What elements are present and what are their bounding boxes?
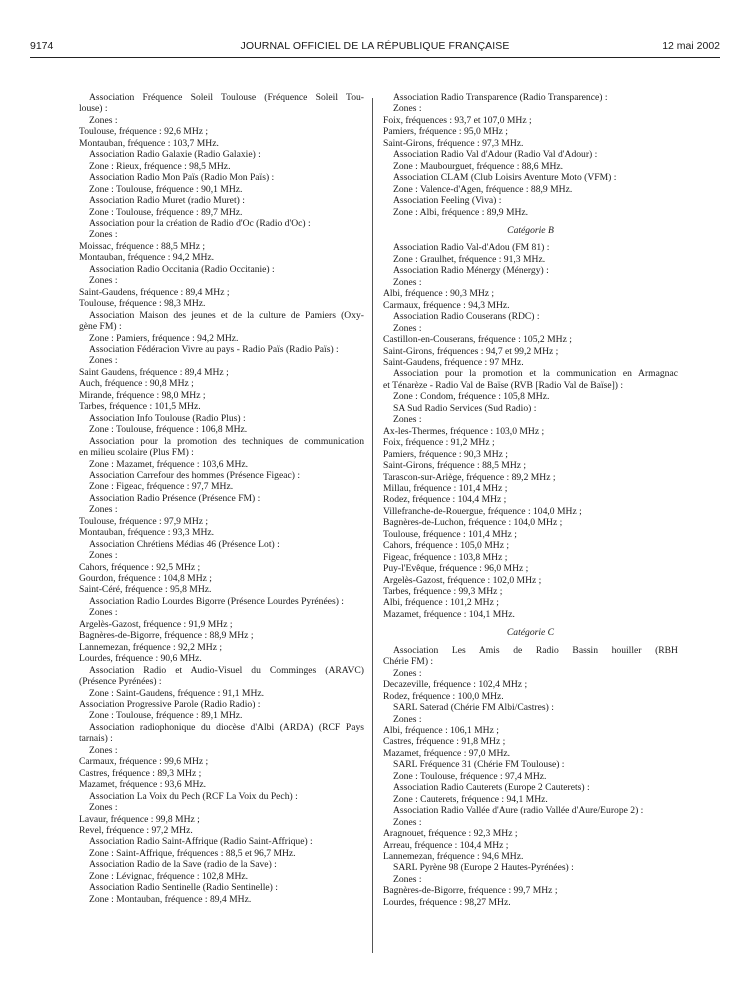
text-line: Zones :: [89, 229, 118, 241]
text-line: Carmaux, fréquence : 99,6 MHz ;: [79, 756, 209, 768]
text-line: Mirande, fréquence : 98,0 MHz ;: [79, 389, 206, 401]
text-line: Zones :: [89, 607, 118, 619]
text-line: Rodez, fréquence : 100,0 MHz.: [383, 690, 504, 702]
text-line: Villefranche-de-Rouergue, fréquence : 104,0 MHz ;: [383, 505, 582, 517]
text-line: (Présence Pyrénées) :: [79, 676, 162, 688]
text-line: Association Fréquence Soleil Toulouse (Fréquence Soleil Tou-: [89, 92, 364, 103]
text-line: Revel, fréquence : 97,2 MHz.: [79, 825, 193, 836]
text-line: Mazamet, fréquence : 93,6 MHz.: [79, 779, 207, 791]
text-line: Zones :: [393, 816, 422, 828]
text-line: Zones :: [89, 802, 118, 814]
text-line: SARL Pyrène 98 (Europe 2 Hautes-Pyrénées) :: [393, 862, 574, 874]
text-line: Zone : Toulouse, fréquence : 89,1 MHz.: [89, 710, 243, 722]
text-line: Association Feeling (Viva) :: [393, 195, 502, 207]
text-line: Zone : Montauban, fréquence : 89,4 MHz.: [89, 893, 252, 905]
text-line: Lourdes, fréquence : 90,6 MHz.: [79, 653, 202, 665]
text-line: Foix, fréquences : 93,7 et 107,0 MHz ;: [383, 114, 532, 126]
text-line: SARL Fréquence 31 (Chérie FM Toulouse) :: [393, 759, 565, 771]
text-line: Montauban, fréquence : 94,2 MHz.: [79, 252, 215, 264]
text-line: Pamiers, fréquence : 95,0 MHz ;: [383, 126, 508, 138]
text-line: Bagnères-de-Luchon, fréquence : 104,0 MHz ;: [383, 517, 563, 529]
column-divider: [372, 98, 373, 953]
text-line: Association Radio Couserans (RDC) :: [393, 311, 540, 323]
text-line: Saint-Gaudens, fréquence : 97 MHz.: [383, 356, 524, 368]
text-line: Zones :: [393, 713, 422, 725]
text-line: Zone : Mazamet, fréquence : 103,6 MHz.: [89, 458, 249, 470]
text-line: Montauban, fréquence : 103,7 MHz.: [79, 137, 219, 149]
text-line: gène FM) :: [79, 321, 122, 333]
text-line: Lavaur, fréquence : 99,8 MHz ;: [79, 813, 200, 825]
text-line: Association Radio Occitania (Radio Occitanie) :: [89, 263, 275, 275]
category-heading: Catégorie B: [507, 224, 554, 236]
header-rule: [30, 57, 720, 58]
text-line: Association Info Toulouse (Radio Plus) :: [89, 412, 246, 424]
text-line: Association Radio Lourdes Bigorre (Présence Lourdes Pyrénées) :: [89, 595, 344, 607]
text-line: Cahors, fréquence : 105,0 MHz ;: [383, 540, 510, 552]
text-line: Zone : Figeac, fréquence : 97,7 MHz.: [89, 481, 234, 493]
text-line: Association Carrefour des hommes (Présence Figeac) :: [89, 469, 300, 481]
text-line: Millau, fréquence : 101,4 MHz ;: [383, 482, 508, 494]
page-header: [30, 40, 720, 56]
text-line: Zone : Maubourguet, fréquence : 88,6 MHz.: [393, 160, 564, 172]
text-line: Association pour la promotion des techniques de communication: [89, 435, 364, 447]
text-line: Zone : Cauterets, fréquence : 94,1 MHz.: [393, 793, 548, 805]
text-line: louse) :: [79, 103, 108, 115]
text-line: Zones :: [393, 667, 422, 679]
text-line: Castres, fréquence : 89,3 MHz ;: [79, 767, 202, 779]
left-column: [79, 92, 364, 905]
text-line: Zones :: [393, 276, 422, 288]
text-line: Zones :: [393, 414, 422, 426]
text-line: Zones :: [89, 504, 118, 516]
text-line: Association Radio Cauterets (Europe 2 Cauterets) :: [393, 782, 590, 794]
journal-title: JOURNAL OFFICIEL DE LA RÉPUBLIQUE FRANÇAISE: [240, 40, 510, 52]
text-line: Association Radio de la Save (radio de la Save) :: [89, 859, 277, 871]
text-line: Saint-Girons, fréquence : 97,3 MHz.: [383, 137, 524, 149]
text-line: Association Fédéracion Vivre au pays - Radio Païs (Radio Païs) :: [89, 343, 339, 355]
text-line: Tarbes, fréquence : 99,3 MHz ;: [383, 586, 503, 598]
text-line: Mazamet, fréquence : 97,0 MHz.: [383, 747, 511, 759]
text-line: Argelès-Gazost, fréquence : 102,0 MHz ;: [383, 574, 542, 586]
text-line: Zones :: [89, 114, 118, 126]
text-line: Saint-Girons, fréquences : 94,7 et 99,2 MHz ;: [383, 345, 559, 357]
text-line: Association pour la création de Radio d'Oc (Radio d'Oc) :: [89, 217, 311, 229]
text-line: Carmaux, fréquence : 94,3 MHz.: [383, 299, 510, 311]
text-line: Association Radio Transparence (Radio Transparence) :: [393, 92, 608, 103]
text-line: Association Chrétiens Médias 46 (Présence Lot) :: [89, 538, 280, 550]
text-line: Puy-l'Evêque, fréquence : 96,0 MHz ;: [383, 563, 529, 575]
text-line: Toulouse, fréquence : 98,3 MHz.: [79, 298, 206, 310]
text-line: Lourdes, fréquence : 98,27 MHz.: [383, 896, 511, 908]
text-line: Aragnouet, fréquence : 92,3 MHz ;: [383, 828, 518, 840]
text-line: Zone : Lévignac, fréquence : 102,8 MHz.: [89, 870, 249, 882]
text-line: et Ténarèze - Radio Val de Baïse (RVB [Radio Val de Baïse]) :: [383, 379, 624, 391]
text-line: Castillon-en-Couserans, fréquence : 105,2 MHz ;: [383, 334, 572, 346]
text-line: Albi, fréquence : 101,2 MHz ;: [383, 597, 499, 609]
text-line: Zone : Toulouse, fréquence : 106,8 MHz.: [89, 424, 248, 436]
text-line: Toulouse, fréquence : 97,9 MHz ;: [79, 515, 209, 527]
text-line: Toulouse, fréquence : 101,4 MHz ;: [383, 528, 517, 540]
text-line: Zone : Pamiers, fréquence : 94,2 MHz.: [89, 332, 239, 344]
text-line: Zone : Saint-Affrique, fréquences : 88,5 et 96,7 MHz.: [89, 847, 296, 859]
text-line: Zones :: [89, 275, 118, 287]
text-line: Zones :: [89, 355, 118, 367]
text-line: Moissac, fréquence : 88,5 MHz ;: [79, 240, 206, 252]
text-line: Albi, fréquence : 90,3 MHz ;: [383, 288, 495, 300]
text-line: Tarascon-sur-Ariège, fréquence : 89,2 MHz ;: [383, 471, 556, 483]
issue-date: 12 mai 2002: [662, 40, 720, 52]
text-line: Association radiophonique du diocèse d'Albi (ARDA) (RCF Pays: [89, 721, 364, 733]
category-heading: Catégorie C: [506, 627, 555, 639]
text-line: Decazeville, fréquence : 102,4 MHz ;: [383, 679, 528, 691]
text-line: Cahors, fréquence : 92,5 MHz ;: [79, 561, 201, 573]
text-line: Association Radio Mon Païs (Radio Mon Païs) :: [89, 172, 275, 184]
text-line: Association Radio Val-d'Adou (FM 81) :: [393, 242, 550, 254]
text-line: Zone : Condom, fréquence : 105,8 MHz.: [393, 391, 550, 403]
text-line: Saint Gaudens, fréquence : 89,4 MHz ;: [79, 366, 229, 378]
right-column: [383, 92, 678, 908]
text-line: Ax-les-Thermes, fréquence : 103,0 MHz ;: [383, 425, 545, 437]
text-line: Mazamet, fréquence : 104,1 MHz.: [383, 608, 515, 620]
text-line: Toulouse, fréquence : 92,6 MHz ;: [79, 126, 209, 138]
text-line: Association Radio Présence (Présence FM) :: [89, 492, 261, 504]
text-line: Association Les Amis de Radio Bassin houiller (RBH: [393, 644, 678, 656]
text-line: SARL Saterad (Chérie FM Albi/Castres) :: [393, 702, 554, 714]
text-line: Association CLAM (Club Loisirs Aventure Moto (VFM) :: [393, 172, 617, 184]
text-line: Association Radio et Audio-Visuel du Comminges (ARAVC): [89, 664, 364, 676]
text-line: Zone : Toulouse, fréquence : 89,7 MHz.: [89, 206, 243, 218]
text-line: Auch, fréquence : 90,8 MHz ;: [79, 378, 194, 390]
text-line: Zone : Graulhet, fréquence : 91,3 MHz.: [393, 253, 546, 265]
text-line: Montauban, fréquence : 93,3 MHz.: [79, 527, 215, 539]
text-line: Zone : Valence-d'Agen, fréquence : 88,9 MHz.: [393, 183, 573, 195]
text-line: Association Radio Sentinelle (Radio Sentinelle) :: [89, 882, 278, 894]
text-line: Foix, fréquence : 91,2 MHz ;: [383, 437, 495, 449]
text-line: Zones :: [89, 744, 118, 756]
text-line: Association La Voix du Pech (RCF La Voix du Pech) :: [89, 790, 298, 802]
text-line: Zone : Toulouse, fréquence : 97,4 MHz.: [393, 770, 547, 782]
text-line: Association Radio Val d'Adour (Radio Val d'Adour) :: [393, 149, 598, 161]
text-line: Association Radio Ménergy (Ménergy) :: [393, 265, 549, 277]
text-line: Zones :: [393, 873, 422, 885]
page-number: 9174: [30, 40, 54, 52]
text-line: Association pour la promotion et la communication en Armagnac: [393, 368, 678, 380]
text-line: Rodez, fréquence : 104,4 MHz ;: [383, 494, 507, 506]
text-line: Albi, fréquence : 106,1 MHz ;: [383, 725, 499, 737]
text-line: tarnais) :: [79, 733, 113, 745]
text-line: Saint-Céré, fréquence : 95,8 MHz.: [79, 584, 212, 596]
text-line: Bagnères-de-Bigorre, fréquence : 88,9 MHz ;: [79, 630, 254, 642]
text-line: Argelès-Gazost, fréquence : 91,9 MHz ;: [79, 618, 233, 630]
text-line: Lannemezan, fréquence : 94,6 MHz.: [383, 851, 524, 862]
text-line: Gourdon, fréquence : 104,8 MHz ;: [79, 573, 212, 585]
text-line: Figeac, fréquence : 103,8 MHz ;: [383, 551, 508, 563]
text-line: Zones :: [393, 103, 422, 115]
text-line: Tarbes, fréquence : 101,5 MHz.: [79, 401, 201, 413]
text-line: Zone : Albi, fréquence : 89,9 MHz.: [393, 206, 529, 218]
text-line: Pamiers, fréquence : 90,3 MHz ;: [383, 448, 508, 460]
text-line: Bagnères-de-Bigorre, fréquence : 99,7 MHz ;: [383, 885, 558, 897]
text-line: Association Radio Galaxie (Radio Galaxie) :: [89, 149, 261, 161]
text-line: Association Radio Saint-Affrique (Radio Saint-Affrique) :: [89, 836, 313, 848]
text-line: Zone : Rieux, fréquence : 98,5 MHz.: [89, 160, 231, 172]
text-line: Association Progressive Parole (Radio Radio) :: [79, 699, 261, 711]
text-line: en milieu scolaire (Plus FM) :: [79, 447, 194, 459]
text-line: Zone : Saint-Gaudens, fréquence : 91,1 MHz.: [89, 687, 265, 699]
text-line: Association Maison des jeunes et de la culture de Pamiers (Oxy-: [89, 309, 364, 321]
text-line: Zones :: [89, 550, 118, 562]
text-line: Saint-Girons, fréquence : 88,5 MHz ;: [383, 460, 527, 472]
text-line: SA Sud Radio Services (Sud Radio) :: [393, 402, 537, 414]
text-line: Zone : Toulouse, fréquence : 90,1 MHz.: [89, 183, 243, 195]
text-line: Castres, fréquence : 91,8 MHz ;: [383, 736, 506, 748]
text-line: Lannemezan, fréquence : 92,2 MHz ;: [79, 641, 223, 653]
text-line: Zones :: [393, 322, 422, 334]
text-line: Association Radio Muret (radio Muret) :: [89, 195, 245, 207]
text-line: Chérie FM) :: [383, 656, 434, 668]
text-line: Saint-Gaudens, fréquence : 89,4 MHz ;: [79, 286, 230, 298]
text-line: Association Radio Vallée d'Aure (radio Vallée d'Aure/Europe 2) :: [393, 805, 644, 817]
text-line: Arreau, fréquence : 104,4 MHz ;: [383, 839, 509, 851]
